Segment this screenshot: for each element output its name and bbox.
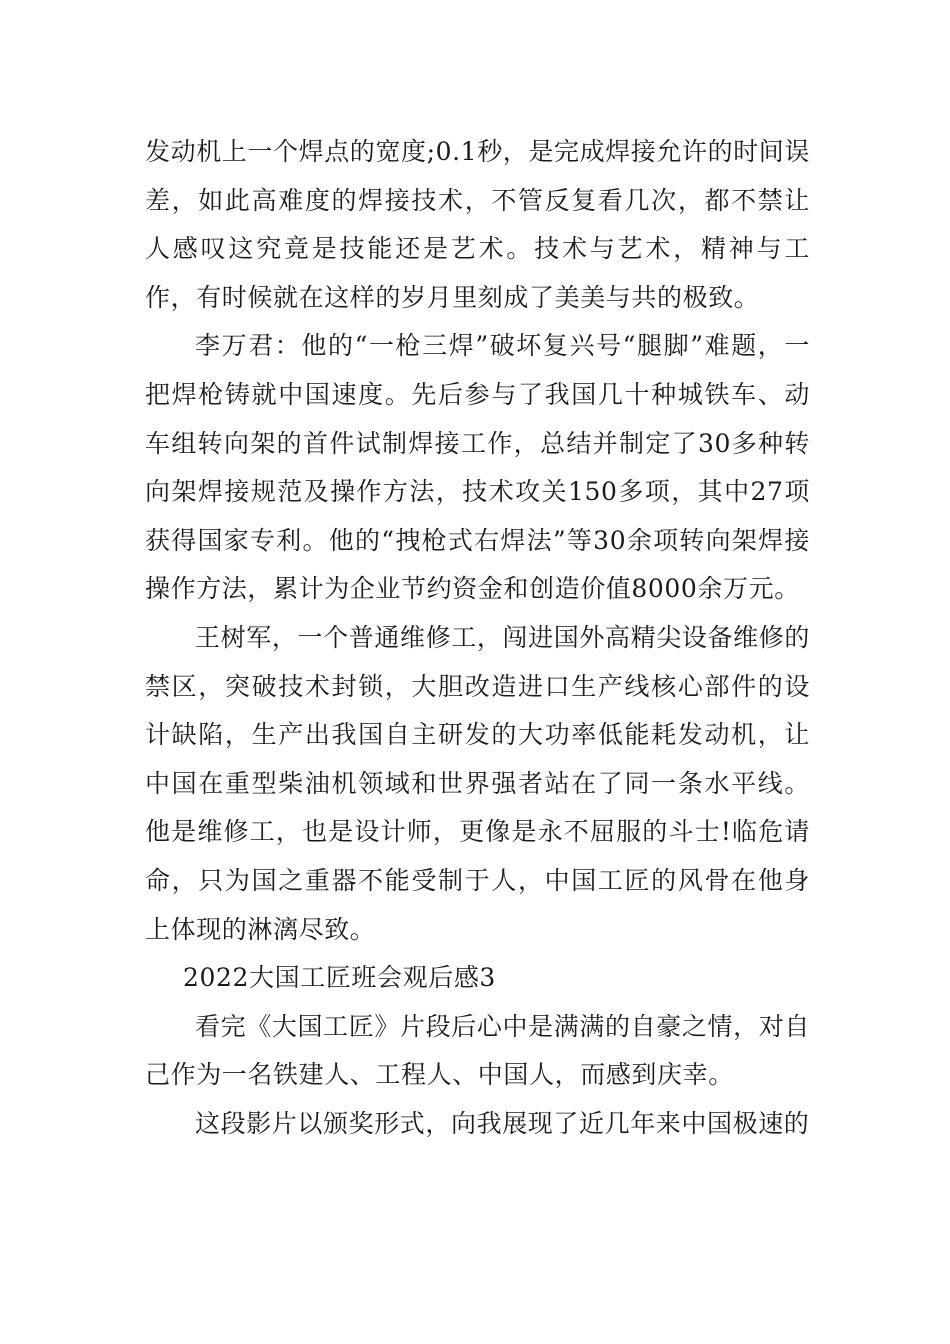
document-page [145,128,810,1148]
paragraph-wang-shujun: 王树军，一个普通维修工，闯进国外高精尖设备维修的禁区，突破技术封锁，大胆改造进口生产线核心部件的设计缺陷，生产出我国自主研发的大功率低能耗发动机，让中国在重型柴油机领域和世界强者站在了同一条水平线。他是维修工，也是设计师，更像是永不屈服的斗士!临危请命，只为国之重器不能受制于人，中国工匠的风骨在他身上体现的淋漓尽致。 [145,622,810,944]
paragraph-award-film: 这段影片以颁奖形式，向我展现了近几年来中国极速的 [195,1108,810,1138]
section-heading: 2022大国工匠班会观后感3 [183,963,496,993]
paragraph-pride: 看完《大国工匠》片段后心中是满满的自豪之情，对自己作为一名铁建人、工程人、中国人，而感到庆幸。 [145,1011,810,1090]
paragraph-welding-precision: 发动机上一个焊点的宽度;0.1秒，是完成焊接允许的时间误差，如此高难度的焊接技术，不管反复看几次，都不禁让人感叹这究竟是技能还是艺术。技术与艺术，精神与工作，有时候就在这样的岁月里刻成了美美与共的极致。 [145,137,810,312]
paragraph-li-wanjun: 李万君：他的“一枪三焊”破坏复兴号“腿脚”难题，一把焊枪铸就中国速度。先后参与了我国几十种城铁车、动车组转向架的首件试制焊接工作，总结并制定了30多种转向架焊接规范及操作方法，技术攻关150多项，其中27项获得国家专利。他的“拽枪式右焊法”等30余项转向架焊接操作方法，累计为企业节约资金和创造价值8000余万元。 [145,331,810,604]
